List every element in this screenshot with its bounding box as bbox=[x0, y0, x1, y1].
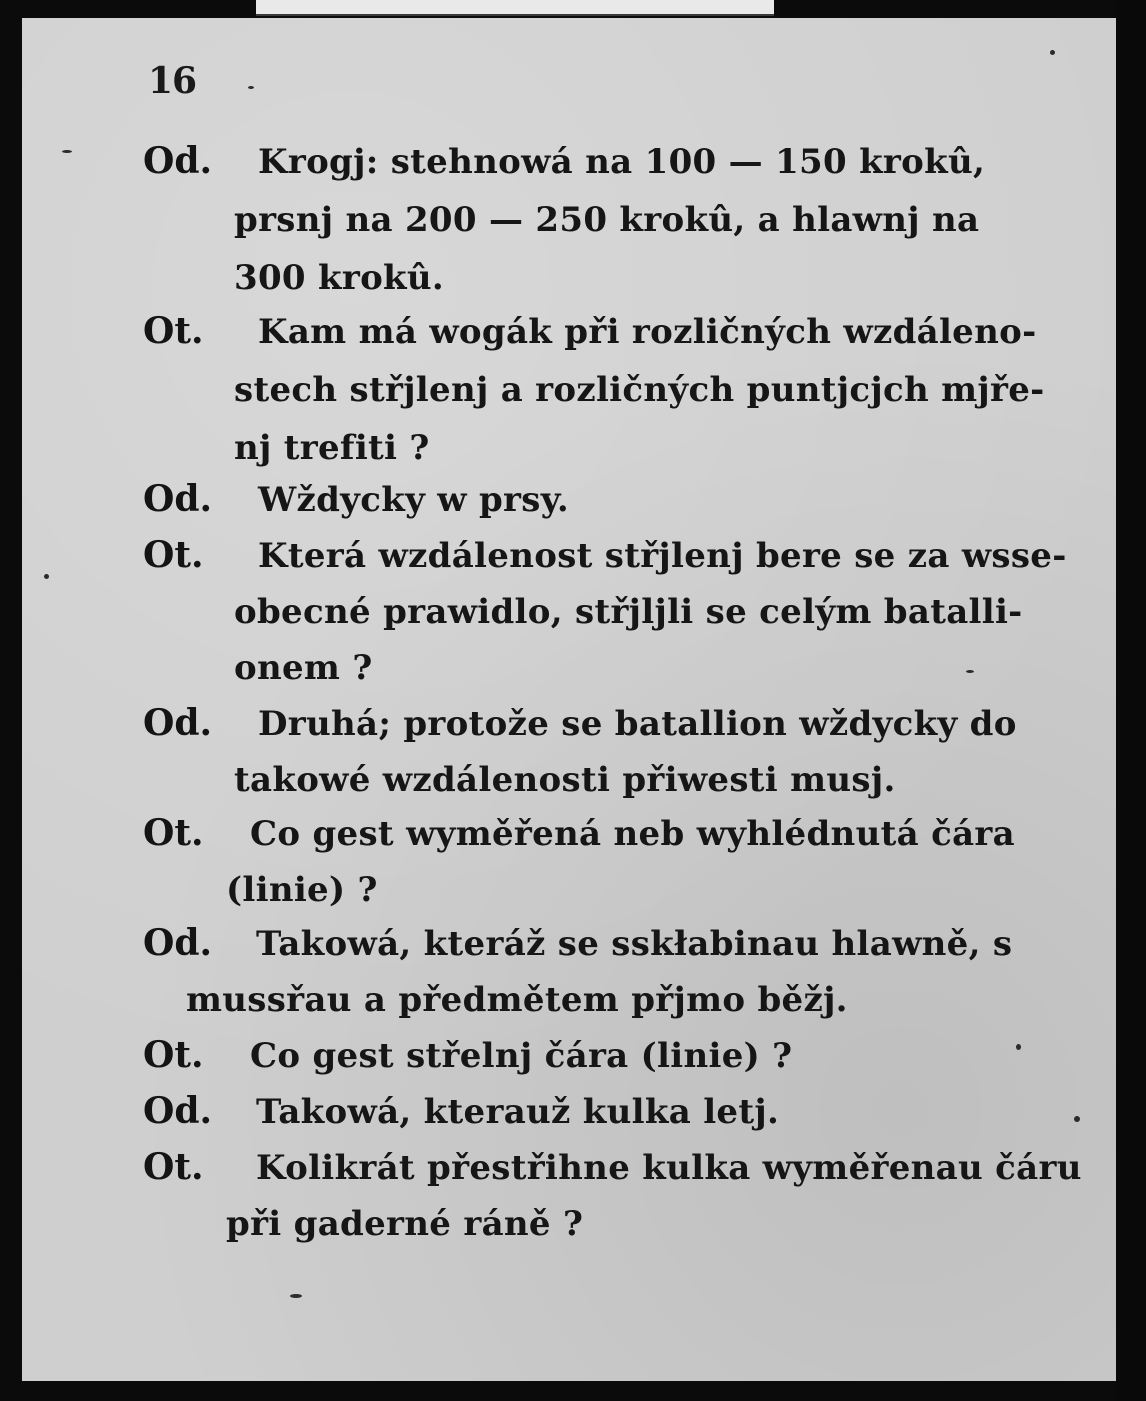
page-number: 16 bbox=[148, 60, 197, 102]
entry-label: Ot. bbox=[143, 534, 204, 576]
text-line: Co gest wyměřená neb wyhlédnutá čára bbox=[250, 814, 1015, 854]
paper-speck bbox=[1050, 50, 1055, 55]
page-edge-shadow bbox=[1116, 0, 1146, 1401]
text-line: Takowá, kterauž kulka letj. bbox=[256, 1092, 780, 1132]
entry-label: Ot. bbox=[143, 1034, 204, 1076]
entry-label: Od. bbox=[143, 1090, 213, 1132]
text-line: onem ? bbox=[234, 648, 373, 688]
paper-speck bbox=[1016, 1044, 1021, 1050]
text-line: mussřau a předmětem přjmo běžj. bbox=[186, 980, 848, 1020]
entry-label: Od. bbox=[143, 922, 213, 964]
entry-label: Od. bbox=[143, 478, 213, 520]
paper-speck bbox=[62, 150, 72, 153]
text-line: 300 krokû. bbox=[234, 258, 445, 298]
text-line: Wždycky w prsy. bbox=[258, 480, 569, 520]
text-line: nj trefiti ? bbox=[234, 428, 430, 468]
text-line: Která wzdálenost střjlenj bere se za wsse- bbox=[258, 536, 1067, 576]
paper-speck bbox=[248, 86, 254, 89]
entry-label: Od. bbox=[143, 140, 213, 182]
text-line: při gaderné ráně ? bbox=[226, 1204, 584, 1244]
paper-speck bbox=[44, 574, 49, 579]
text-line: (linie) ? bbox=[226, 870, 378, 910]
text-line: prsnj na 200 — 250 krokû, a hlawnj na bbox=[234, 200, 980, 240]
entry-label: Ot. bbox=[143, 1146, 204, 1188]
top-paper-strip bbox=[256, 0, 774, 16]
paper-speck bbox=[290, 1294, 302, 1298]
text-line: Kam má wogák při rozličných wzdáleno- bbox=[258, 312, 1037, 352]
entry-label: Ot. bbox=[143, 812, 204, 854]
text-line: Kolikrát přestřihne kulka wyměřenau čáru bbox=[256, 1148, 1082, 1188]
paper-speck bbox=[966, 670, 974, 673]
text-line: Krogj: stehnowá na 100 — 150 krokû, bbox=[258, 142, 986, 182]
text-line: obecné prawidlo, střjljli se celým batalli- bbox=[234, 592, 1023, 632]
text-line: stech střjlenj a rozličných puntjcjch mjře- bbox=[234, 370, 1045, 410]
text-line: Co gest střelnj čára (linie) ? bbox=[250, 1036, 793, 1076]
text-line: Druhá; protože se batallion wždycky do bbox=[258, 704, 1017, 744]
entry-label: Ot. bbox=[143, 310, 204, 352]
paper-speck bbox=[1074, 1116, 1080, 1122]
entry-label: Od. bbox=[143, 702, 213, 744]
text-line: takowé wzdálenosti přiwesti musj. bbox=[234, 760, 896, 800]
text-line: Takowá, kteráž se sskłabinau hlawně, s bbox=[256, 924, 1013, 964]
